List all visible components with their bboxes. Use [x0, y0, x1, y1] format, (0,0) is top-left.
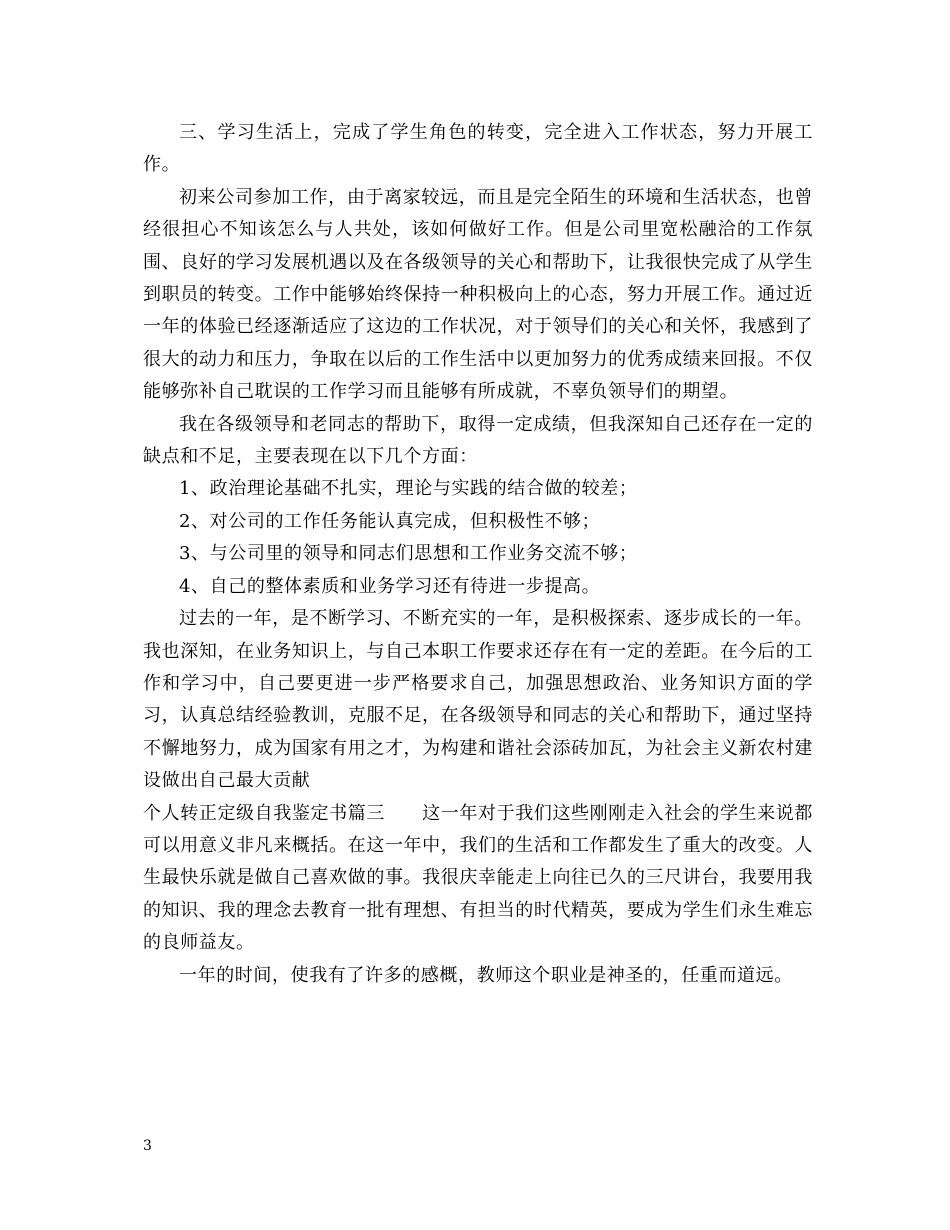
paragraph: 过去的一年，是不断学习、不断充实的一年，是积极探索、逐步成长的一年。我也深知，在业务知识上，与自己本职工作要求还存在有一定的差距。在今后的工作和学习中，自己要更进一步严格要求自己，加强思想政治、业务知识方面的学习，认真总结经验教训，克服不足，在各级领导和同志的关心和帮助下，通过坚持不懈地努力，成为国家有用之才，为构建和谐社会添砖加瓦，为社会主义新农村建设做出自己最大贡献 [143, 608, 813, 792]
list-item: 3、与公司里的领导和同志们思想和工作业务交流不够； [179, 543, 638, 565]
section-heading-paragraph: 个人转正定级自我鉴定书篇三 这一年对于我们这些刚刚走入社会的学生来说都可以用意义非凡来概括。在这一年中，我们的生活和工作都发生了重大的改变。人生最快乐就是做自己喜欢做的事。我很庆幸能走上向往已久的三尺讲台，我要用我的知识、我的理念去教育一批有理想、有担当的时代精英，要成为学生们永生难忘的良师益友。 [143, 802, 813, 954]
paragraph: 三、学习生活上，完成了学生角色的转变，完全进入工作状态，努力开展工作。 [143, 122, 813, 176]
list-item: 2、对公司的工作任务能认真完成，但积极性不够； [179, 510, 601, 532]
paragraph: 一年的时间，使我有了许多的感概，教师这个职业是神圣的，任重而道远。 [179, 964, 793, 986]
body-text [143, 117, 813, 992]
page-number: 3 [143, 1138, 152, 1154]
list-item: 4、自己的整体素质和业务学习还有待进一步提高。 [179, 575, 601, 597]
paragraph: 我在各级领导和老同志的帮助下，取得一定成绩，但我深知自己还存在一定的缺点和不足，主要表现在以下几个方面： [143, 413, 813, 468]
list-item: 1、政治理论基础不扎实，理论与实践的结合做的较差； [179, 478, 638, 500]
paragraph: 初来公司参加工作，由于离家较远，而且是完全陌生的环境和生活状态，也曾经很担心不知该怎么与人共处，该如何做好工作。但是公司里宽松融洽的工作氛围、良好的学习发展机遇以及在各级领导的关心和帮助下，让我很快完成了从学生到职员的转变。工作中能够始终保持一种积极向上的心态，努力开展工作。通过近一年的体验已经逐渐适应了这边的工作状况，对于领导们的关心和关怀，我感到了很大的动力和压力，争取在以后的工作生活中以更加努力的优秀成绩来回报。不仅能够弥补自己耽误的工作学习而且能够有所成就，不辜负领导们的期望。 [143, 186, 813, 403]
